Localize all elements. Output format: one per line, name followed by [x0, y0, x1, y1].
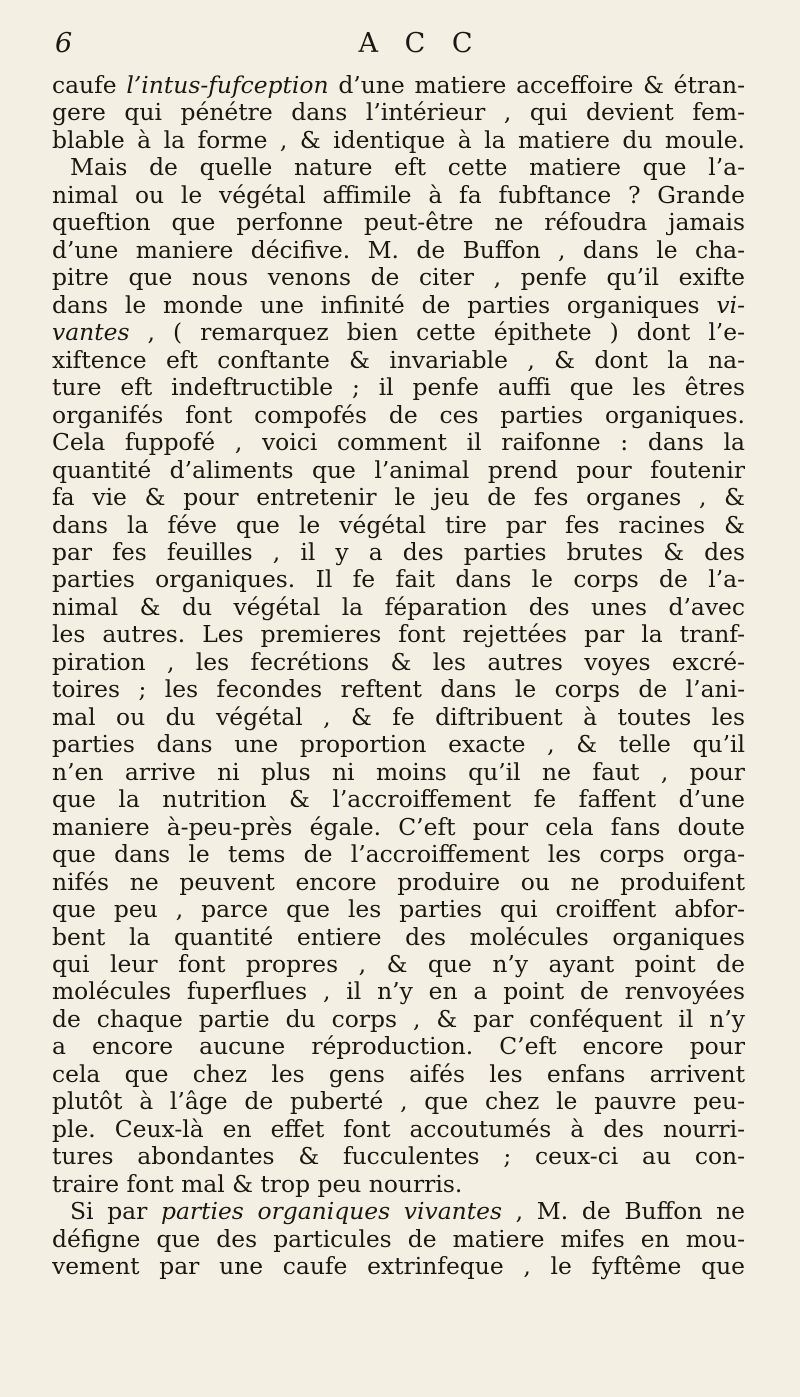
text-line: caufe l’intus-fufception d’une matiere acceffoire & étran- — [52, 72, 745, 99]
text-line: parties organiques. Il fe fait dans le corps de l’a- — [52, 566, 745, 594]
text-line: nimal & du végétal la féparation des unes d’avec — [52, 593, 745, 621]
text-line: n’en arrive ni plus ni moins qu’il ne faut , pour — [52, 758, 745, 786]
text-line: nifés ne peuvent encore produire ou ne produifent — [52, 868, 745, 896]
text-line: vement par une caufe extrinfeque , le fyftême que — [52, 1253, 745, 1281]
text-line: que dans le tems de l’accroiffement les corps orga- — [52, 841, 745, 869]
text-line: que la nutrition & l’accroiffement fe faffent d’une — [52, 786, 745, 814]
text-line: tures abondantes & fucculentes ; ceux-ci au con- — [52, 1143, 745, 1171]
text-line: queftion que perfonne peut-être ne réfoudra jamais — [52, 209, 745, 237]
text-line: Si par parties organiques vivantes , M. de Buffon ne — [70, 1198, 745, 1226]
text-line: traire font mal & trop peu nourris. — [52, 1170, 463, 1198]
text-line: organifés font compofés de ces parties organiques. — [52, 401, 745, 429]
text-line: blable à la forme , & identique à la matiere du moule. — [52, 126, 745, 154]
text-line: piration , les fecrétions & les autres voyes excré- — [52, 648, 745, 676]
text-line: défigne que des particules de matiere mifes en mou- — [52, 1225, 745, 1253]
text-line: maniere à-peu-près égale. C’eft pour cela fans doute — [52, 813, 745, 841]
text-line: d’une maniere décifive. M. de Buffon , dans le cha- — [52, 236, 745, 264]
text-line: qui leur font propres , & que n’y ayant point de — [52, 951, 745, 978]
running-head — [55, 28, 745, 62]
text-line: Mais de quelle nature eft cette matiere que l’a- — [70, 154, 745, 182]
running-head-title: A C C — [358, 28, 482, 59]
text-line: bent la quantité entiere des molécules organiques — [52, 923, 745, 951]
text-line: mal ou du végétal , & fe diftribuent à toutes les — [52, 703, 745, 731]
text-line: vantes , ( remarquez bien cette épithete ) dont l’e- — [52, 319, 745, 347]
page-number: 6 — [55, 28, 73, 59]
text-line: dans le monde une infinité de parties organiques vi- — [52, 291, 745, 319]
text-line: quantité d’aliments que l’animal prend pour foutenir — [52, 456, 745, 484]
text-line: gere qui pénétre dans l’intérieur , qui devient fem- — [52, 99, 745, 127]
text-line: de chaque partie du corps , & par conféquent il n’y — [52, 1005, 745, 1033]
text-line: molécules fuperflues , il n’y en a point de renvoyées — [52, 978, 745, 1006]
text-line: ture eft indeftructible ; il penfe auffi que les êtres — [52, 374, 745, 402]
text-line: parties dans une proportion exacte , & telle qu’il — [52, 731, 745, 759]
text-line: cela que chez les gens aifés les enfans arrivent — [52, 1060, 745, 1088]
text-line: ple. Ceux-là en effet font accoutumés à des nourri- — [52, 1115, 745, 1143]
text-line: fa vie & pour entretenir le jeu de fes organes , & — [52, 484, 745, 512]
text-line: pitre que nous venons de citer , penfe qu’il exifte — [52, 264, 745, 292]
body-text — [52, 72, 745, 1281]
text-line: dans la féve que le végétal tire par fes racines & — [52, 511, 745, 539]
text-line: les autres. Les premieres font rejettées par la tranf- — [52, 621, 745, 649]
text-line: plutôt à l’âge de puberté , que chez le pauvre peu- — [52, 1088, 745, 1116]
text-line: nimal ou le végétal affimile à fa fubftance ? Grande — [52, 181, 745, 209]
text-line: toires ; les fecondes reftent dans le corps de l’ani- — [52, 676, 745, 704]
text-line: Cela fuppofé , voici comment il raifonne : dans la — [52, 429, 745, 457]
text-line: que peu , parce que les parties qui croiffent abfor- — [52, 896, 745, 924]
text-line: xiftence eft conftante & invariable , & dont la na- — [52, 346, 745, 374]
text-line: par fes feuilles , il y a des parties brutes & des — [52, 538, 745, 566]
text-line: a encore aucune réproduction. C’eft encore pour — [52, 1033, 745, 1061]
